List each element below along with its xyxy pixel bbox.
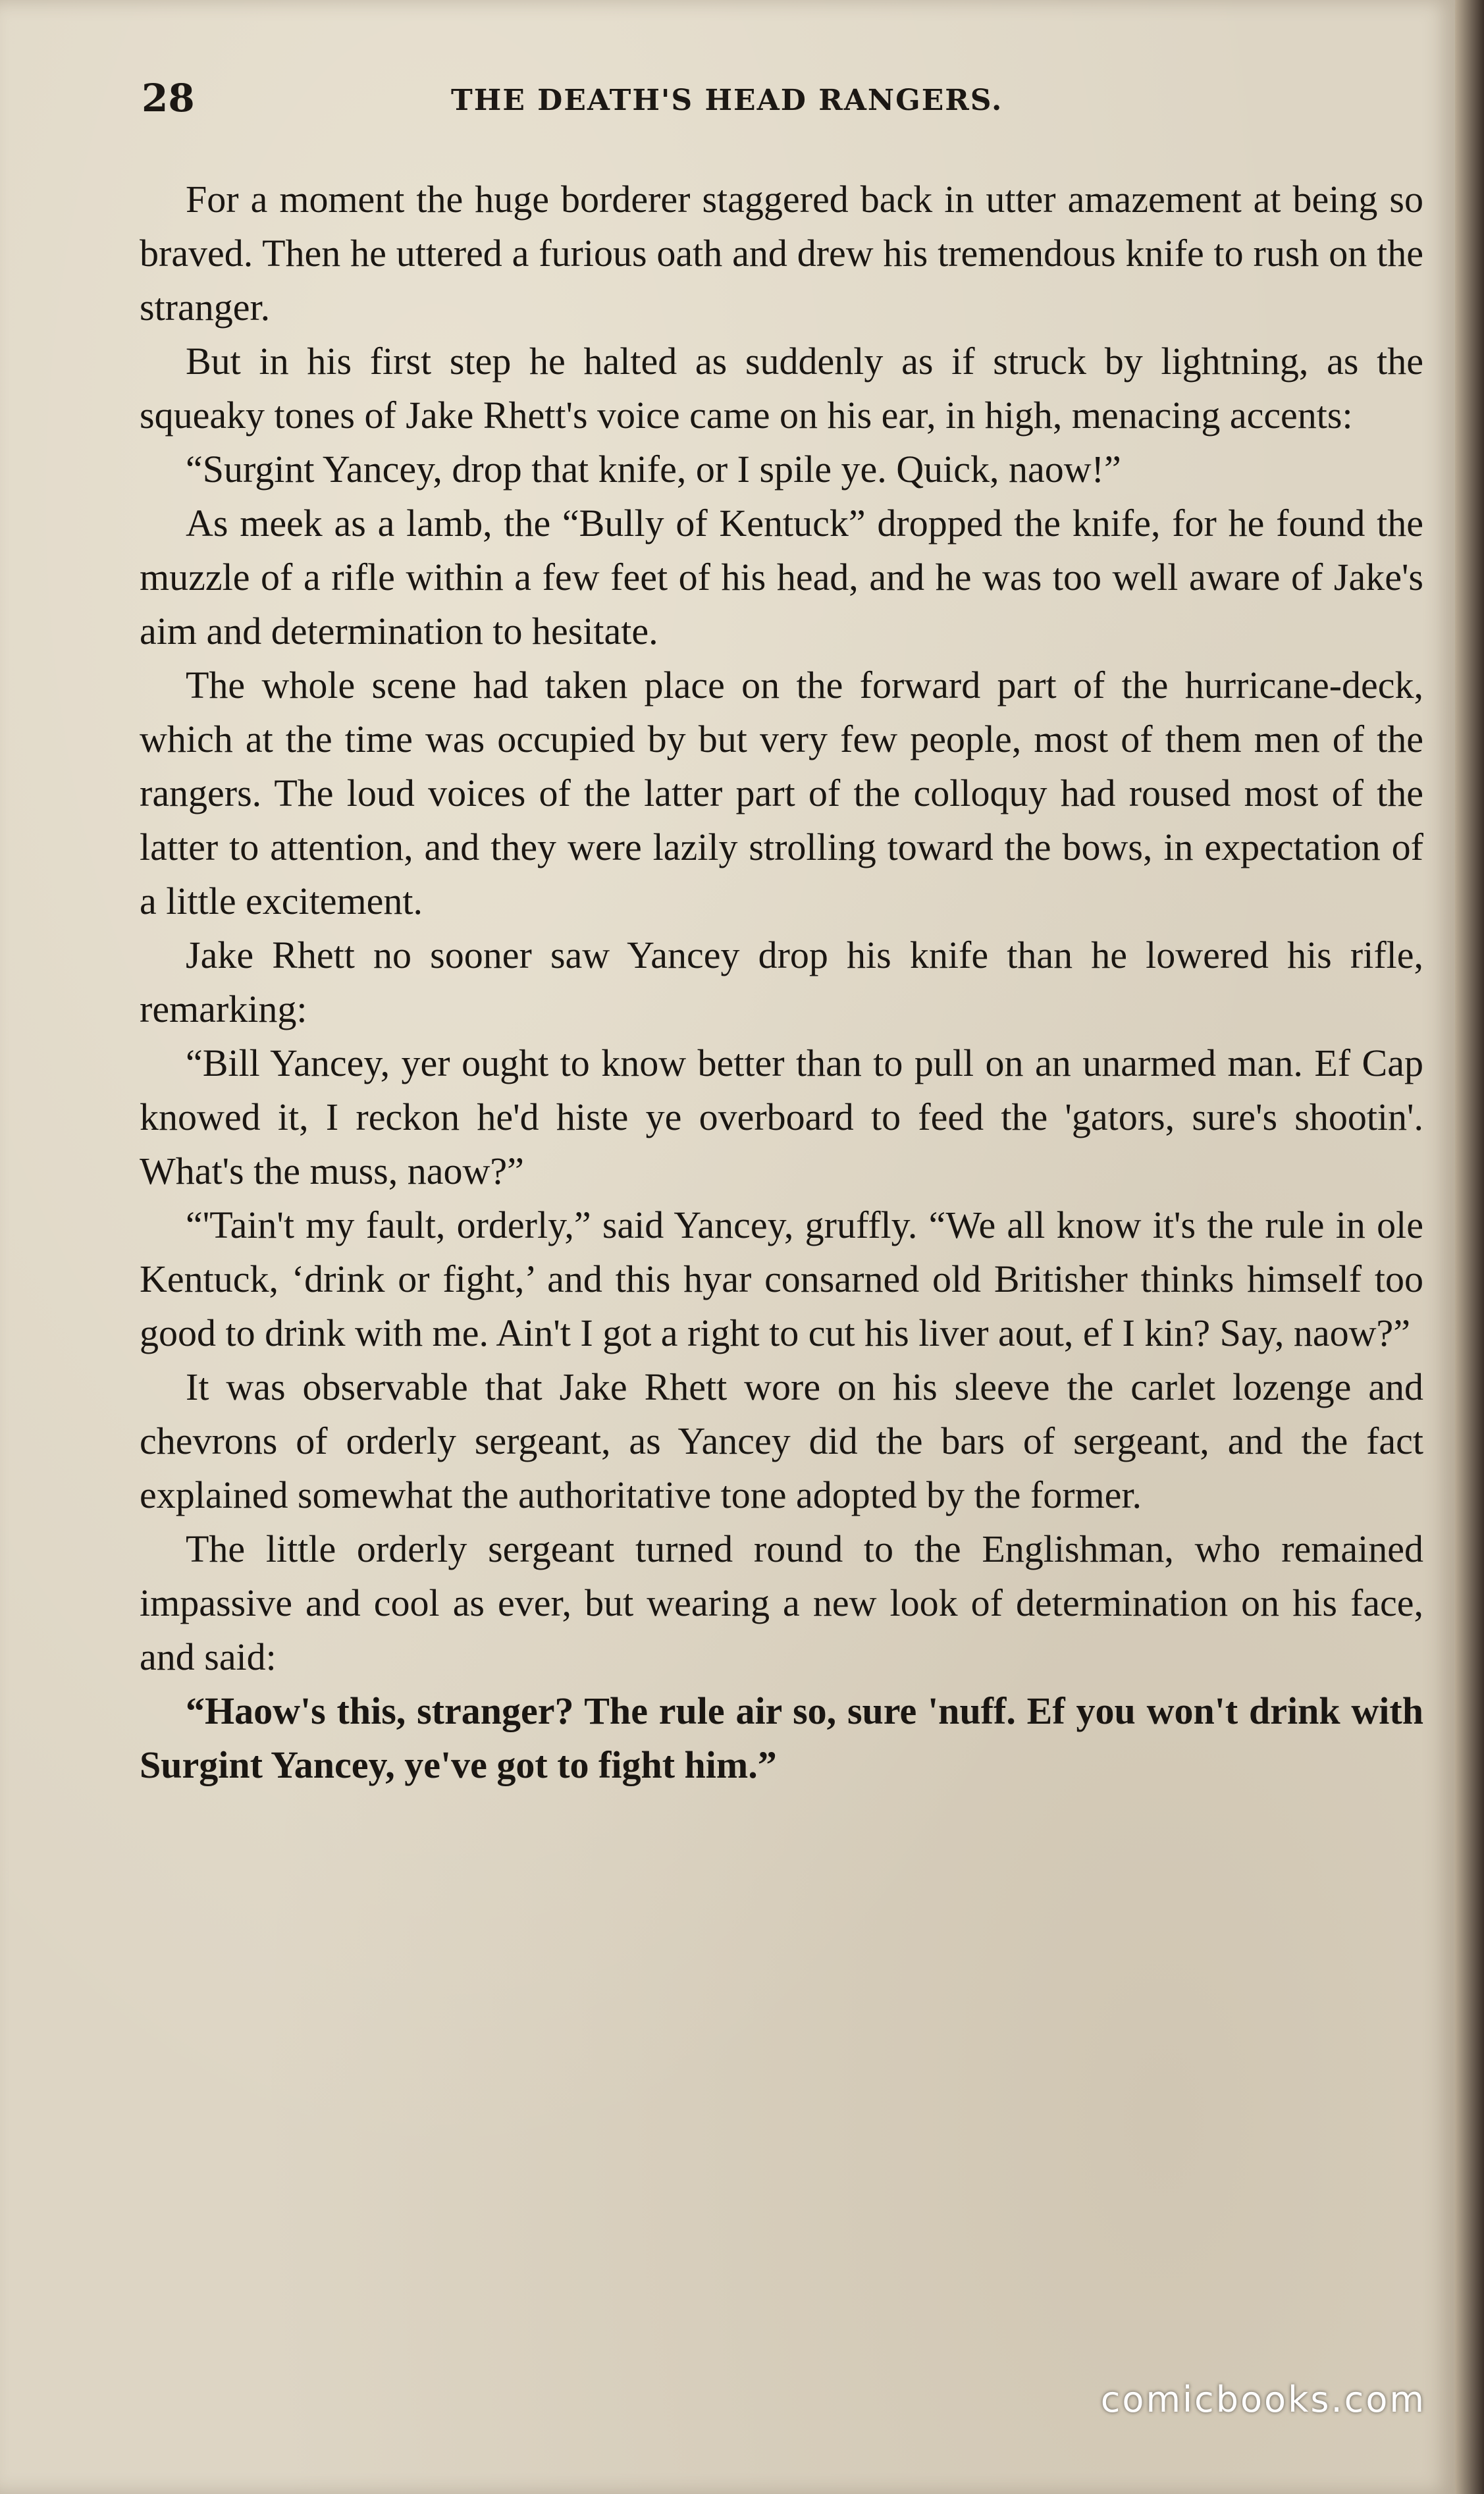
paragraph: “Haow's this, stranger? The rule air so, sure 'nuff. Ef you won't drink with Surgint Yancey, ye've got to fight him.” bbox=[140, 1689, 1423, 1786]
page-number: 28 bbox=[142, 76, 195, 120]
paragraph: “Bill Yancey, yer ought to know better than to pull on an unarmed man. Ef Cap knowed it, I reckon he'd histe ye overboard to feed the 'gators, sure's shootin'. What's the muss, naow?” bbox=[140, 1042, 1423, 1192]
page-header bbox=[142, 76, 1432, 128]
page-edge bbox=[1455, 0, 1484, 2494]
running-title: THE DEATH'S HEAD RANGERS. bbox=[451, 84, 1003, 117]
paragraph: But in his first step he halted as suddenly as if struck by lightning, as the squeaky tones of Jake Rhett's voice came on his ear, in high, menacing accents: bbox=[140, 340, 1423, 437]
paragraph: “'Tain't my fault, orderly,” said Yancey, gruffly. “We all know it's the rule in ole Kentuck, ‘drink or fight,’ and this hyar consarned old Britisher thinks himself too good to drink with me. Ain't I got a right to cut his liver aout, ef I kin? Say, naow?” bbox=[140, 1204, 1423, 1354]
paragraph: For a moment the huge borderer staggered back in utter amazement at being so braved. Then he uttered a furious oath and drew his tremendous knife to rush on the stranger. bbox=[140, 178, 1423, 329]
paragraph: The whole scene had taken place on the forward part of the hurricane-deck, which at the time was occupied by but very few people, most of them men of the rangers. The loud voices of the latter part of the colloquy had roused most of the latter to attention, and they were lazily strolling toward the bows, in expectation of a little excitement. bbox=[140, 664, 1423, 922]
paragraph: As meek as a lamb, the “Bully of Kentuck” dropped the knife, for he found the muzzle of a rifle within a few feet of his head, and he was too well aware of Jake's aim and determination to hesitate. bbox=[140, 502, 1423, 652]
paragraph: It was observable that Jake Rhett wore on his sleeve the carlet lozenge and chevrons of orderly sergeant, as Yancey did the bars of sergeant, and the fact explained somewhat the authoritative tone adopted by the former. bbox=[140, 1366, 1423, 1516]
paragraph: The little orderly sergeant turned round to the Englishman, who remained impassive and cool as ever, but wearing a new look of determination on his face, and said: bbox=[140, 1527, 1423, 1678]
paragraph: “Surgint Yancey, drop that knife, or I spile ye. Quick, naow!” bbox=[186, 448, 1121, 491]
watermark: comicbooks.com bbox=[1100, 2379, 1426, 2420]
body-text bbox=[140, 172, 1423, 1792]
paragraph: Jake Rhett no sooner saw Yancey drop his knife than he lowered his rifle, remarking: bbox=[140, 934, 1423, 1030]
